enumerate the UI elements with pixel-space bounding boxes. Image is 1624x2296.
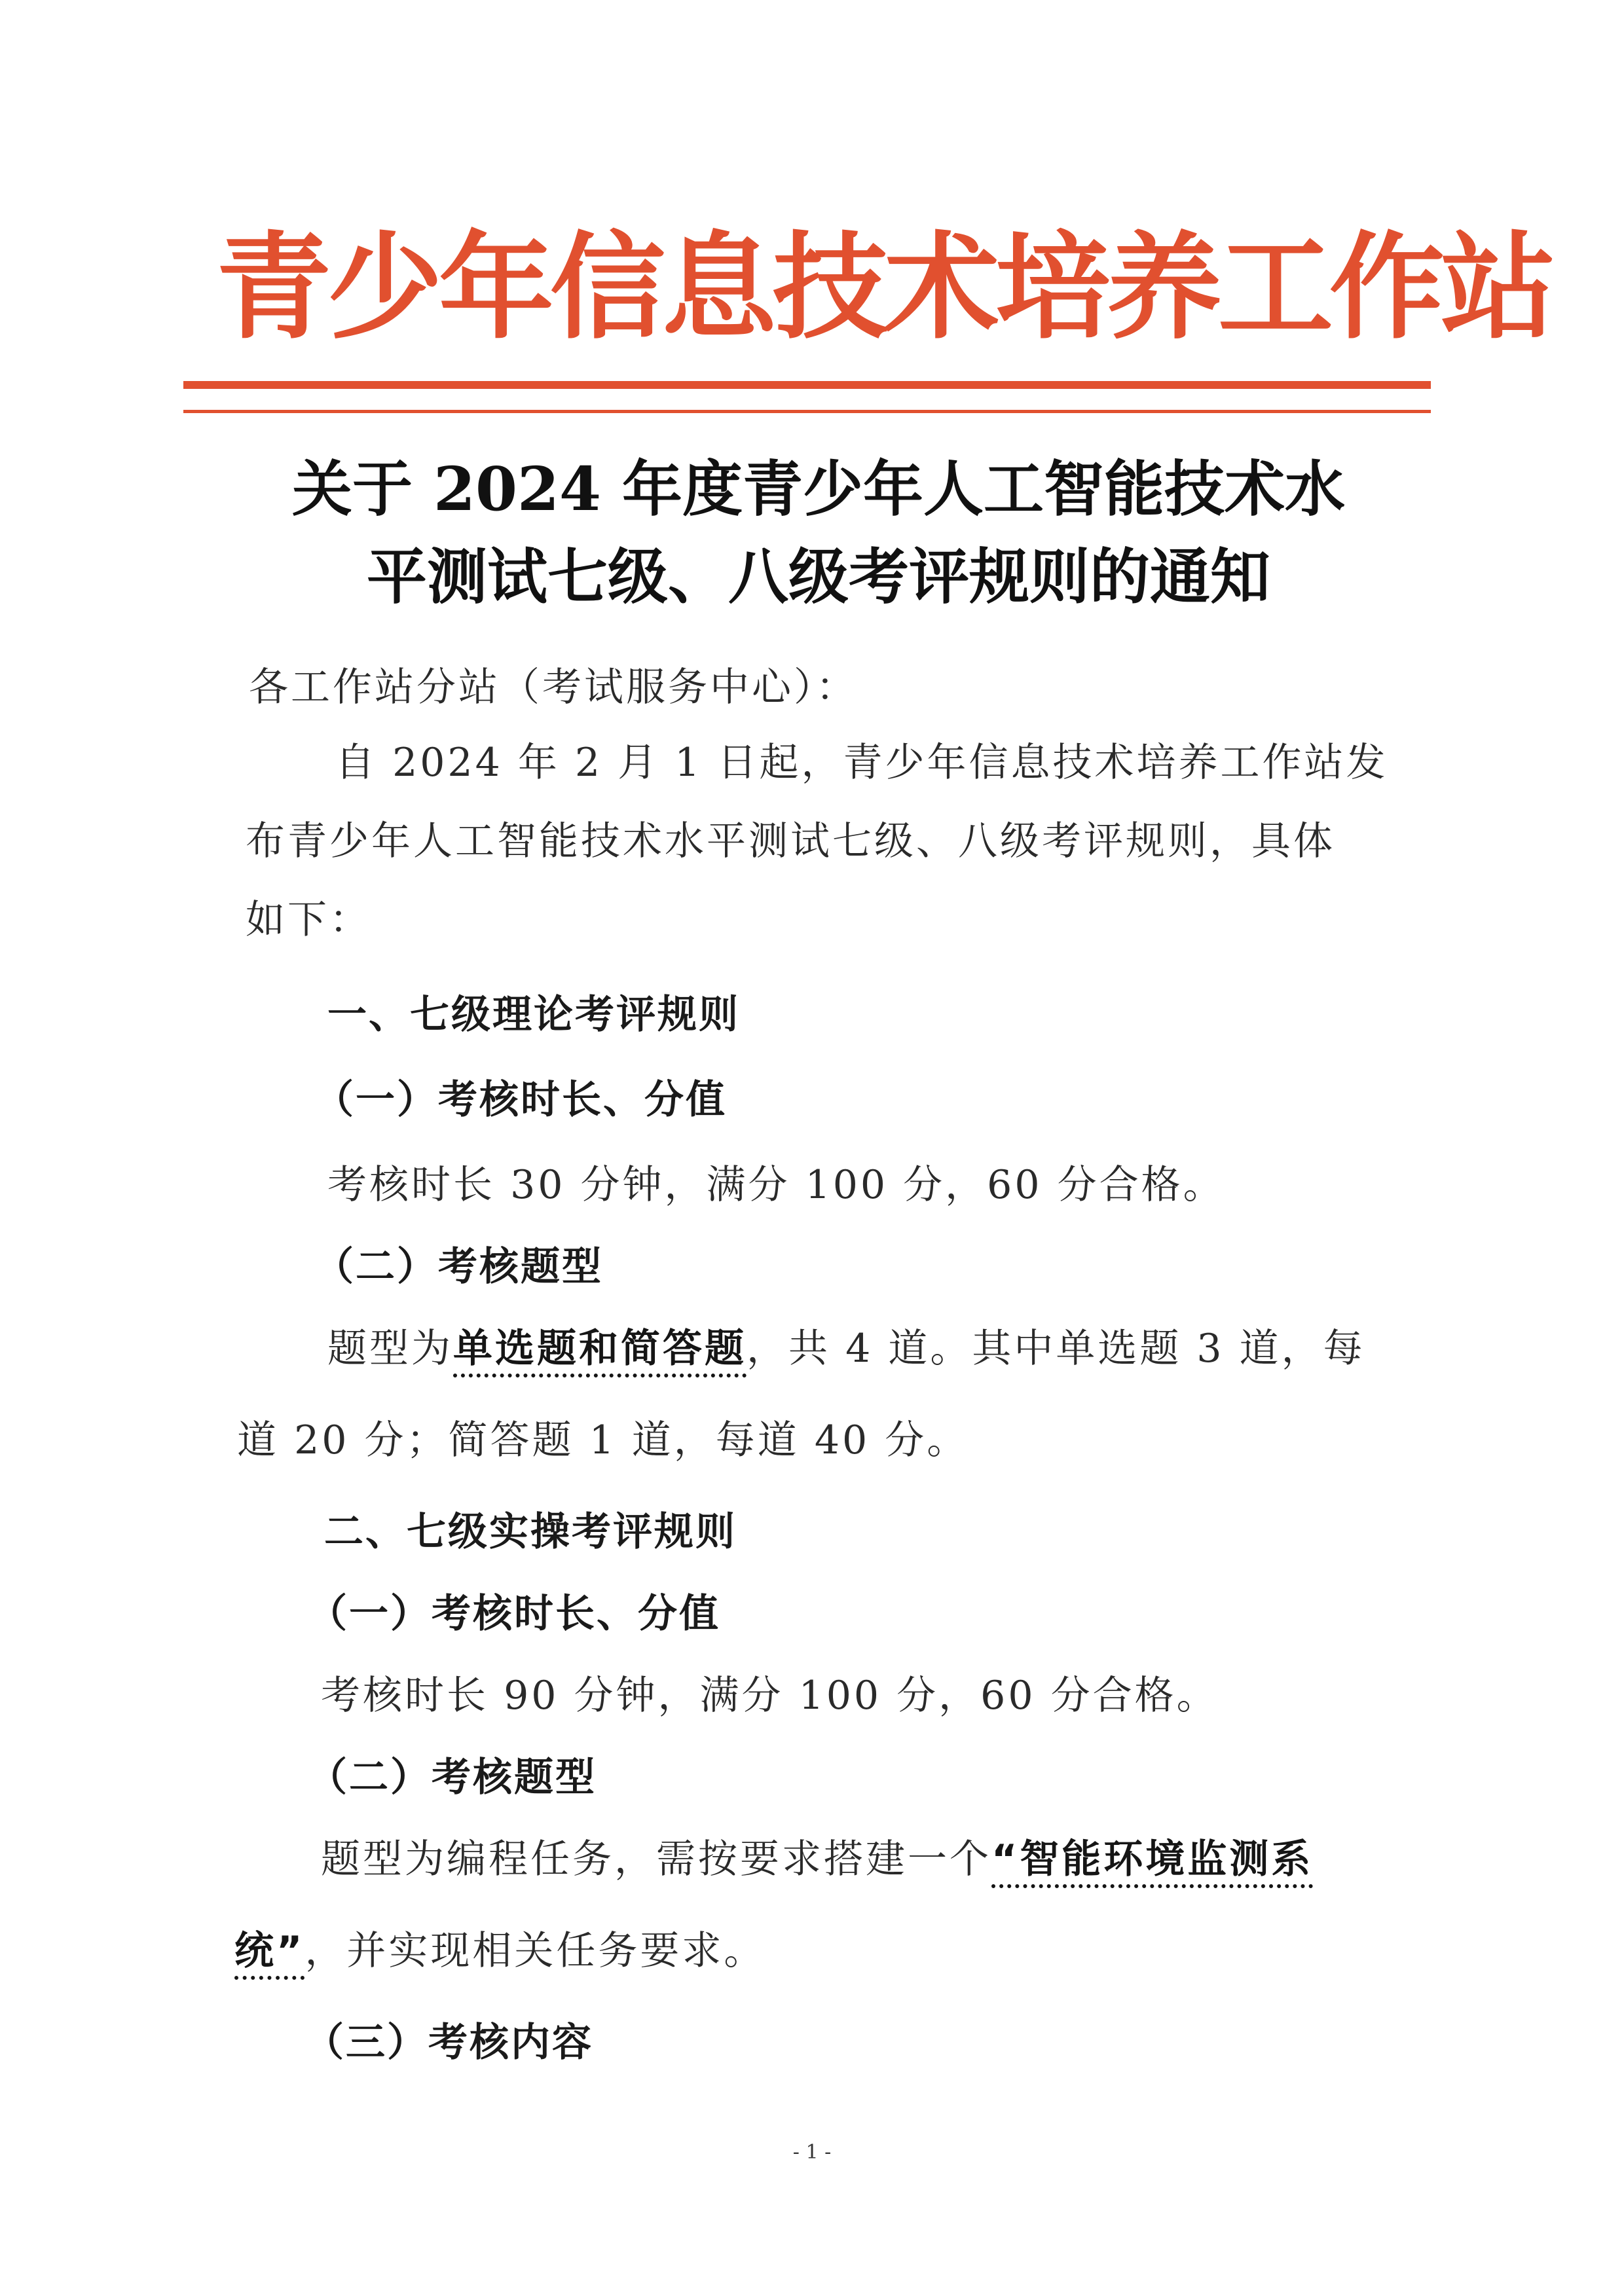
section-2-sub-1-heading: （一）考核时长、分值 [308,1591,720,1637]
section-2-duration-text: 考核时长 90 分钟，满分 100 分，60 分合格。 [321,1673,1219,1719]
intro-paragraph-line-2: 布青少年人工智能技术水平测试七级、八级考评规则，具体 [246,818,1335,864]
section-1-sub-1-heading: （一）考核时长、分值 [314,1077,727,1123]
question-types-prefix: 题型为 [327,1326,453,1372]
header-divider-thick [183,381,1431,389]
programming-task-emphasis: “智能环境监测系 [991,1836,1314,1882]
programming-task-prefix: 题型为编程任务，需按要求搭建一个 [321,1836,991,1882]
section-2-sub-3-heading: （三）考核内容 [304,2020,593,2066]
document-title-line-1: 关于 2024 年度青少年人工智能技术水 [291,454,1346,524]
salutation: 各工作站分站（考试服务中心）： [249,665,858,710]
section-1-duration-text: 考核时长 30 分钟，满分 100 分，60 分合格。 [327,1162,1225,1208]
section-1-question-types-line-1 [327,1322,1365,1375]
programming-task-suffix: ，并实现相关任务要求。 [304,1928,766,1974]
section-1-heading: 一、七级理论考评规则 [327,992,740,1038]
section-2-question-types-line-1 [321,1833,1313,1886]
header-divider-thin [183,410,1431,413]
question-types-emphasis: 单选题和简答题 [453,1326,747,1372]
section-2-heading: 二、七级实操考评规则 [324,1509,737,1555]
section-2-sub-2-heading: （二）考核题型 [308,1755,597,1800]
document-title [210,445,1428,621]
section-2-question-types-line-2 [234,1925,766,1977]
section-1-sub-2-heading: （二）考核题型 [314,1244,603,1290]
page-number: - 1 - [792,2141,832,2164]
document-title-line-2: 平测试七级、八级考评规则的通知 [366,541,1270,612]
organization-header: 青少年信息技术培养工作站 [216,221,1553,355]
programming-task-emphasis-end: 统” [234,1928,305,1974]
intro-paragraph-line-3: 如下： [246,897,371,943]
question-types-suffix: ，共 4 道。其中单选题 3 道，每 [747,1326,1365,1372]
section-1-question-types-line-2: 道 20 分；简答题 1 道，每道 40 分。 [237,1417,969,1463]
intro-paragraph-line-1: 自 2024 年 2 月 1 日起，青少年信息技术培养工作站发 [335,740,1388,786]
